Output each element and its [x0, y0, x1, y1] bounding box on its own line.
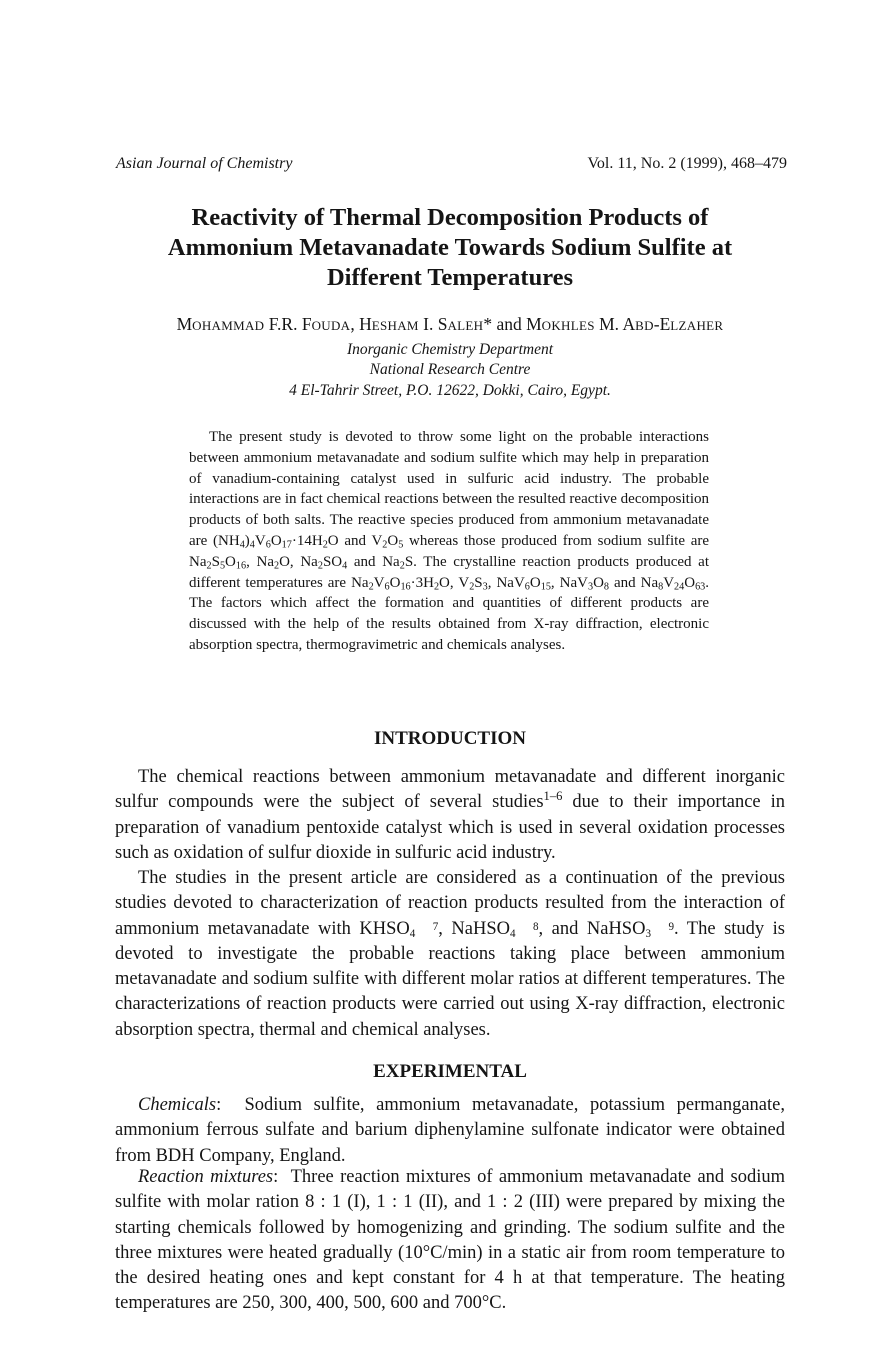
formula: $NaV_6O_{15}$: [496, 574, 551, 593]
formula: $Na_2SO_4$: [300, 553, 348, 572]
formula: $(NH_4)_4V_6O_{17}\cdot 14H_2O$: [213, 532, 339, 551]
formula: $V_2O_5$: [371, 532, 404, 551]
title-line-3: Different Temperatures: [326, 264, 574, 291]
formula: NaHSO 8 4: [451, 918, 539, 940]
author-fouda: MOHAMMAD F.R. FOUDA: [176, 314, 351, 334]
title-line-2: Ammonium Metavanadate Towards Sodium Sulfite at: [167, 234, 733, 261]
paragraph: The studies in the present article are considered as a continuation of the previous studies devoted to characterization of reaction products resulted from the interaction of ammonium metavanadate with KHSO 7 4 , NaHSO 8 4 , and NaHSO 9 3 . The study is devoted to investigate the probable reactions taking place between ammonium metavanadate and sodium sulfite with different molar ratios at different temperatures. The characterizations of reaction products were carried out using X-ray diffraction, electronic absorption spectra, thermal and chemical analyses.: [115, 868, 785, 1040]
paragraph: Reaction mixtures: Three reaction mixtures of ammonium metavanadate and sodium sulfite with molar ration 8 : 1 (I), 1 : 1 (II), and 1 : 2 (III) were prepared by mixing the starting chemicals followed by homogenizing and grinding. The sodium sulfite and the three mixtures were heated gradually (10°C/min) in a static air from room temperature to the desired heating ones and kept constant for 4 h at that temperature. The heating temperatures are 250, 300, 400, 500, 600 and 700°C.: [115, 1167, 790, 1314]
author-abd-elzaher: MOKHLES M. ABD-ELZAHER: [526, 314, 724, 334]
formula: $Na_2S_5O_{16}$: [189, 553, 247, 572]
formula: $Na_2O$: [256, 553, 290, 572]
paragraph: The chemical reactions between ammonium metavanadate and different inorganic sulfur compounds were the subject of several studies$^{1-6}$ due to their importance in preparation of vanadium pentoxide catalyst which is used in several oxidation processes such as oxidation of sulfur dioxide in sulfuric acid industry.: [115, 767, 785, 863]
article-title: [100, 203, 800, 293]
paragraph-lead: Chemicals: [138, 1095, 217, 1115]
affiliation-address: 4 El-Tahrir Street, P.O. 12622, Dokki, Cairo, Egypt.: [289, 382, 611, 399]
formula: NaHSO 9 3: [586, 918, 675, 940]
formula: KHSO 7 4: [359, 918, 439, 940]
formula: $V_2S_3$: [458, 574, 488, 593]
formula: $Na_8V_{24}O_{63}$: [640, 574, 706, 593]
journal-name: Asian Journal of Chemistry: [116, 155, 293, 172]
author-list: MOHAMMAD F.R. FOUDA, HESHAM I. SALEH* and MOKHLES M. ABD-ELZAHER: [176, 314, 724, 334]
affiliation-centre: National Research Centre: [369, 361, 531, 378]
section-heading-experimental: EXPERIMENTAL: [373, 1061, 527, 1082]
formula: $NaV_3O_8$: [559, 574, 609, 593]
formula: $Na_2V_6O_{16}\cdot 3H_2O$: [351, 574, 450, 593]
affiliation-department: Inorganic Chemistry Department: [346, 341, 554, 358]
citation-reference: 1–6: [543, 789, 563, 804]
paragraph-lead: Reaction mixtures: [138, 1167, 274, 1187]
abstract: The present study is devoted to throw some light on the probable interactions between ammonium metavanadate and sodium sulfite which may help in preparation of vanadium-containing catalyst used in sulfuric acid industry. The probable interactions are in fact chemical reactions between the resulted reactive decomposition products of both salts. The reactive species produced from ammonium metavanadate are $(NH_4)_4V_6O_{17}\cdot 14H_2O$ and $V_2O_5$ whereas those produced from sodium sulfite are $Na_2S_5O_{16}$, $Na_2O$, $Na_2SO_4$ and $Na_2S$. The crystalline reaction products produced at different temperatures are $Na_2V_6O_{16}\cdot 3H_2O$, $V_2S_3$, $NaV_6O_{15}$, $NaV_3O_8$ and $Na_8V_{24}O_{63}$. The factors which affect the formation and quantities of different products are discussed with the help of the results obtained from X-ray diffraction, electronic absorption spectra, thermogravimetric and chemicals analyses.: [189, 429, 710, 653]
author-saleh: HESHAM I. SALEH*: [359, 314, 493, 334]
corresponding-author-mark: *: [483, 314, 493, 334]
section-heading-introduction: INTRODUCTION: [373, 728, 527, 749]
title-line-1: Reactivity of Thermal Decomposition Products of: [191, 204, 709, 231]
formula: $Na_2S$: [382, 553, 414, 572]
volume-citation: Vol. 11, No. 2 (1999), 468–479: [587, 155, 787, 172]
paragraph: Chemicals: Sodium sulfite, ammonium metavanadate, potassium permanganate, ammonium ferrous sulfate and barium diphenylamine sulfonate indicator were obtained from BDH Company, England.: [115, 1095, 790, 1166]
